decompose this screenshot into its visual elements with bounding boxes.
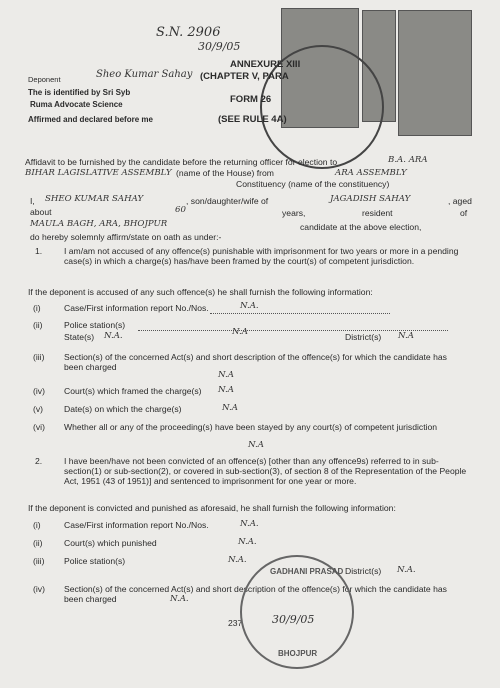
list2-value-i: N.A. — [240, 519, 259, 529]
about-label: about — [30, 207, 52, 217]
list1-num-iv: (iv) — [33, 386, 45, 396]
father-name: JAGADISH SAHAY — [330, 194, 411, 204]
list2-value-ii: N.A. — [238, 537, 257, 547]
annexure-title: ANNEXURE XIII — [230, 59, 301, 70]
house-name-fill: BIHAR LAGISLATIVE ASSEMBLY — [25, 168, 172, 178]
list2-label-i: Case/First information report No./Nos. — [64, 520, 209, 530]
of-label: of — [460, 208, 468, 218]
list1-num-vi: (vi) — [33, 422, 45, 432]
handwritten-date: 30/9/05 — [198, 40, 241, 53]
list1-value-ii: N.A — [232, 327, 248, 337]
age-value: 60 — [175, 205, 186, 215]
affirmed-line: Affirmed and declared before me — [28, 115, 153, 124]
relation-label: , son/daughter/wife of — [186, 196, 269, 206]
seal-bottom-text: BHOJPUR — [278, 649, 318, 658]
item-2-text: I have been/have not been convicted of an offence(s) [other than any offence9s) referred to in sub-section(1) or sub-section(2), or covered in sub-section(3), of section 8 of the Representation of the People Act, 1951 (43 of 1951)] and sentenced to imprisonment for one year or more. — [64, 456, 467, 486]
handwritten-serial: S.N. 2906 — [156, 25, 221, 40]
resident-label: resident — [362, 208, 393, 218]
district-label: District(s) — [345, 332, 382, 342]
fill-line — [210, 313, 390, 314]
list2-num-ii: (ii) — [33, 538, 43, 548]
seal-date: 30/9/05 — [272, 613, 315, 626]
list1-label-vi: Whether all or any of the proceeding(s) have been stayed by any court(s) of competent jurisdiction — [64, 422, 438, 432]
list1-num-v: (v) — [33, 404, 44, 414]
list2-value-iv: N.A. — [170, 594, 189, 604]
list2-num-i: (i) — [33, 520, 41, 530]
district-value: N.A — [398, 331, 414, 341]
intro-election-fill: B.A. ARA — [388, 155, 428, 165]
list1-label-iv: Court(s) which framed the charge(s) — [64, 386, 202, 396]
house-name-label: (name of the House) from — [176, 168, 274, 178]
list2-num-iv: (iv) — [33, 584, 45, 594]
deponent-name: SHEO KUMAR SAHAY — [45, 194, 144, 204]
list2-value-iii: N.A. — [228, 555, 247, 565]
list1-num-iii: (iii) — [33, 352, 45, 362]
deponent-handwritten: Sheo Kumar Sahay — [96, 69, 193, 80]
list1-value-i: N.A. — [240, 301, 259, 311]
chapter-ref: (CHAPTER V, PARA — [200, 71, 289, 82]
rule-ref: (SEE RULE 4A) — [218, 114, 287, 125]
notary-seal — [240, 555, 354, 669]
district2-value: N.A. — [397, 565, 416, 575]
list1-label-iii: Section(s) of the concerned Act(s) and short description of the offence(s) for which the candidate has been charged — [64, 352, 447, 372]
item-1-number: 1. — [35, 246, 43, 256]
court-fee-stamp-right — [398, 10, 472, 136]
identified-by: The is identified by Sri Syb — [28, 88, 131, 97]
advocate-line: Ruma Advocate Science — [30, 100, 123, 109]
list2-num-iii: (iii) — [33, 556, 45, 566]
seal-top-text: GADHANI PRASAD — [270, 567, 344, 576]
aged-label: , aged — [448, 196, 472, 206]
list1-value-state: N.A. — [104, 331, 123, 341]
list2-label-ii: Court(s) which punished — [64, 538, 157, 548]
if-convicted-text: If the deponent is convicted and punished as aforesaid, he shall furnish the following information: — [28, 503, 396, 513]
intro-line-1: Affidavit to be furnished by the candidate before the returning officer for election to — [25, 157, 338, 167]
district2-label: District(s) — [345, 566, 382, 576]
list1-label-state: State(s) — [64, 332, 95, 342]
constituency-label: Constituency (name of the constituency) — [236, 179, 390, 189]
address-value: MAULA BAGH, ARA, BHOJPUR — [30, 219, 168, 229]
list1-label-i: Case/First information report No./Nos. — [64, 303, 209, 313]
list1-label-ii: Police station(s) — [64, 320, 126, 330]
list1-value-vi: N.A — [248, 440, 264, 450]
deponent-prefix: I, — [30, 196, 35, 206]
years-label: years, — [282, 208, 306, 218]
list1-num-ii: (ii) — [33, 320, 43, 330]
page-number: 237 — [228, 618, 243, 628]
deponent-label: Deponent — [28, 75, 61, 84]
if-accused-text: If the deponent is accused of any such offence(s) he shall furnish the following information: — [28, 287, 373, 297]
affirm-text: do hereby solemnly affirm/state on oath as under:- — [30, 232, 222, 242]
item-2-number: 2. — [35, 456, 43, 466]
list1-num-i: (i) — [33, 303, 41, 313]
candidate-text: candidate at the above election, — [300, 222, 422, 232]
constituency-fill: ARA ASSEMBLY — [335, 168, 407, 178]
list1-label-v: Date(s) on which the charge(s) — [64, 404, 182, 414]
form-number: FORM 26 — [230, 94, 272, 105]
list2-label-iii: Police station(s) — [64, 556, 126, 566]
list1-value-v: N.A — [222, 403, 238, 413]
list1-value-iii: N.A — [218, 370, 234, 380]
list1-value-iv: N.A — [218, 385, 234, 395]
list2-label-iv: Section(s) of the concerned Act(s) and short description of the offence(s) for which the candidate has been charged — [64, 584, 447, 604]
item-1-text: I am/am not accused of any offence(s) punishable with imprisonment for two years or more in a pending case(s) in which a charge(s) has/have been framed by the court(s) of competent jurisdiction. — [64, 246, 459, 266]
